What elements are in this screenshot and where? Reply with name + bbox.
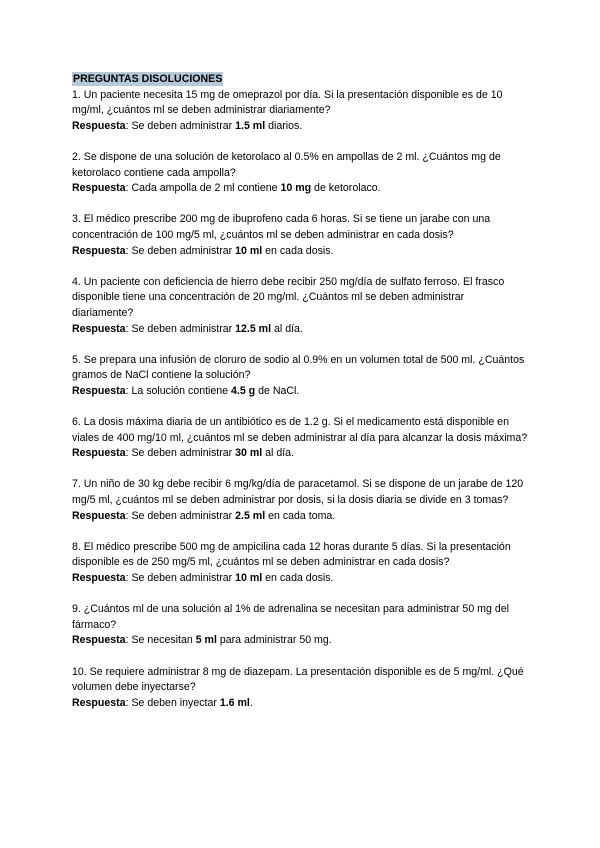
answer-value: 1.6 ml: [219, 696, 250, 709]
answer-text: : Cada ampolla de 2 ml contiene: [125, 182, 281, 195]
question-text: 4. Un paciente con deficiencia de hierro debe recibir 250 mg/día de sulfato ferroso. El frasco disponible tiene una concentración de 20 mg/ml. ¿Cuántos ml se deben administrar diariamente?: [72, 275, 505, 319]
question-block: [72, 150, 528, 197]
answer-text-end: para administrar 50 mg.: [216, 634, 332, 647]
answer-line: [72, 509, 528, 525]
answer-label: Respuesta: [72, 509, 126, 522]
answer-line: [72, 322, 528, 338]
question-text: 7. Un niño de 30 kg debe recibir 6 mg/kg/día de paracetamol. Si se dispone de un jarabe de 120 mg/5 ml, ¿cuántos ml se deben administrar por dosis, si la dosis diaria se divide en 3 tomas?: [72, 478, 524, 507]
answer-line: [72, 696, 528, 712]
answer-label: Respuesta: [72, 119, 126, 132]
answer-line: [72, 181, 528, 197]
question-text: 8. El médico prescribe 500 mg de ampicilina cada 12 horas durante 5 días. Si la presentación disponible es de 250 mg/5 ml, ¿cuántos ml se deben administrar en cada dosis?: [72, 540, 511, 569]
answer-text: : Se deben administrar: [125, 322, 236, 335]
answer-label: Respuesta: [72, 244, 126, 257]
question-block: [72, 477, 528, 524]
answer-label: Respuesta: [72, 182, 126, 195]
question-text: 3. El médico prescribe 200 mg de ibuprofeno cada 6 horas. Si se tiene un jarabe con una concentración de 100 mg/5 ml, ¿cuántos ml se deben administrar en cada dosis?: [72, 213, 491, 241]
answer-line: [72, 244, 528, 260]
answer-label: Respuesta: [72, 634, 126, 647]
answer-line: [72, 119, 528, 135]
question-block: [72, 353, 528, 400]
answer-value: 30 ml: [235, 447, 263, 460]
answer-text: : La solución contiene: [125, 384, 232, 397]
answer-value: 12.5 ml: [235, 322, 272, 335]
question-block: [72, 665, 528, 712]
answer-text-end: al día.: [271, 322, 303, 335]
question-text: 1. Un paciente necesita 15 mg de omeprazol por día. Si la presentación disponible es de 10 mg/ml, ¿cuántos ml se deben administrar diariamente?: [72, 88, 503, 117]
answer-value: 1.5 ml: [235, 119, 266, 132]
document-title: PREGUNTAS DISOLUCIONES: [73, 73, 223, 85]
question-text: 9. ¿Cuántos ml de una solución al 1% de adrenalina se necesitan para administrar 50 mg del fármaco?: [72, 603, 509, 631]
answer-text-end: en cada toma.: [265, 509, 336, 522]
answer-text: : Se deben administrar: [125, 244, 236, 257]
answer-text-end: al día.: [262, 447, 295, 460]
question-block: [72, 275, 528, 337]
answer-value: 10 mg: [280, 182, 312, 195]
answer-line: [72, 633, 528, 649]
answer-value: 5 ml: [195, 634, 217, 647]
answer-line: [72, 571, 528, 587]
answer-text-end: .: [249, 696, 253, 709]
question-text: 5. Se prepara una infusión de cloruro de sodio al 0.9% en un volumen total de 500 ml. ¿Cuántos gramos de NaCl contiene la solución?: [72, 353, 525, 382]
answer-label: Respuesta: [72, 696, 126, 709]
answer-text: : Se deben inyectar: [125, 696, 220, 709]
question-text: 2. Se dispone de una solución de ketorolaco al 0.5% en ampollas de 2 ml. ¿Cuántos mg de ketorolaco contiene cada ampolla?: [72, 150, 501, 179]
answer-text: : Se deben administrar: [125, 509, 236, 522]
question-list: [72, 88, 528, 712]
answer-text-end: en cada dosis.: [262, 572, 334, 584]
answer-label: Respuesta: [72, 322, 126, 335]
answer-line: [72, 446, 528, 462]
answer-text: : Se deben administrar: [125, 572, 236, 584]
answer-text-end: en cada dosis.: [262, 244, 334, 257]
answer-text: : Se deben administrar: [125, 119, 236, 132]
question-block: [72, 212, 528, 259]
question-block: [72, 540, 528, 587]
answer-value: 4.5 g: [231, 384, 256, 397]
answer-value: 10 ml: [235, 244, 263, 257]
question-block: [72, 602, 528, 649]
question-text: 6. La dosis máxima diaria de un antibiótico es de 1.2 g. Si el medicamento está disponible en viales de 400 mg/10 ml, ¿cuántos ml se deben administrar al día para alcanzar la dosis máxima?: [72, 416, 528, 444]
answer-line: [72, 384, 528, 400]
question-block: [72, 88, 528, 135]
answer-value: 10 ml: [235, 572, 263, 584]
answer-text: : Se necesitan: [125, 634, 196, 647]
answer-label: Respuesta: [72, 572, 126, 584]
question-block: [72, 415, 528, 462]
document-content: [72, 72, 528, 727]
answer-text: : Se deben administrar: [125, 447, 236, 460]
answer-label: Respuesta: [72, 384, 126, 397]
answer-text-end: de ketorolaco.: [311, 182, 381, 195]
answer-text-end: diarios.: [265, 119, 303, 132]
answer-text-end: de NaCl.: [255, 384, 300, 397]
question-text: 10. Se requiere administrar 8 mg de diazepam. La presentación disponible es de 5 mg/ml. ¿Qué volumen debe inyectarse?: [72, 665, 524, 694]
answer-value: 2.5 ml: [235, 509, 266, 522]
answer-label: Respuesta: [72, 447, 126, 460]
